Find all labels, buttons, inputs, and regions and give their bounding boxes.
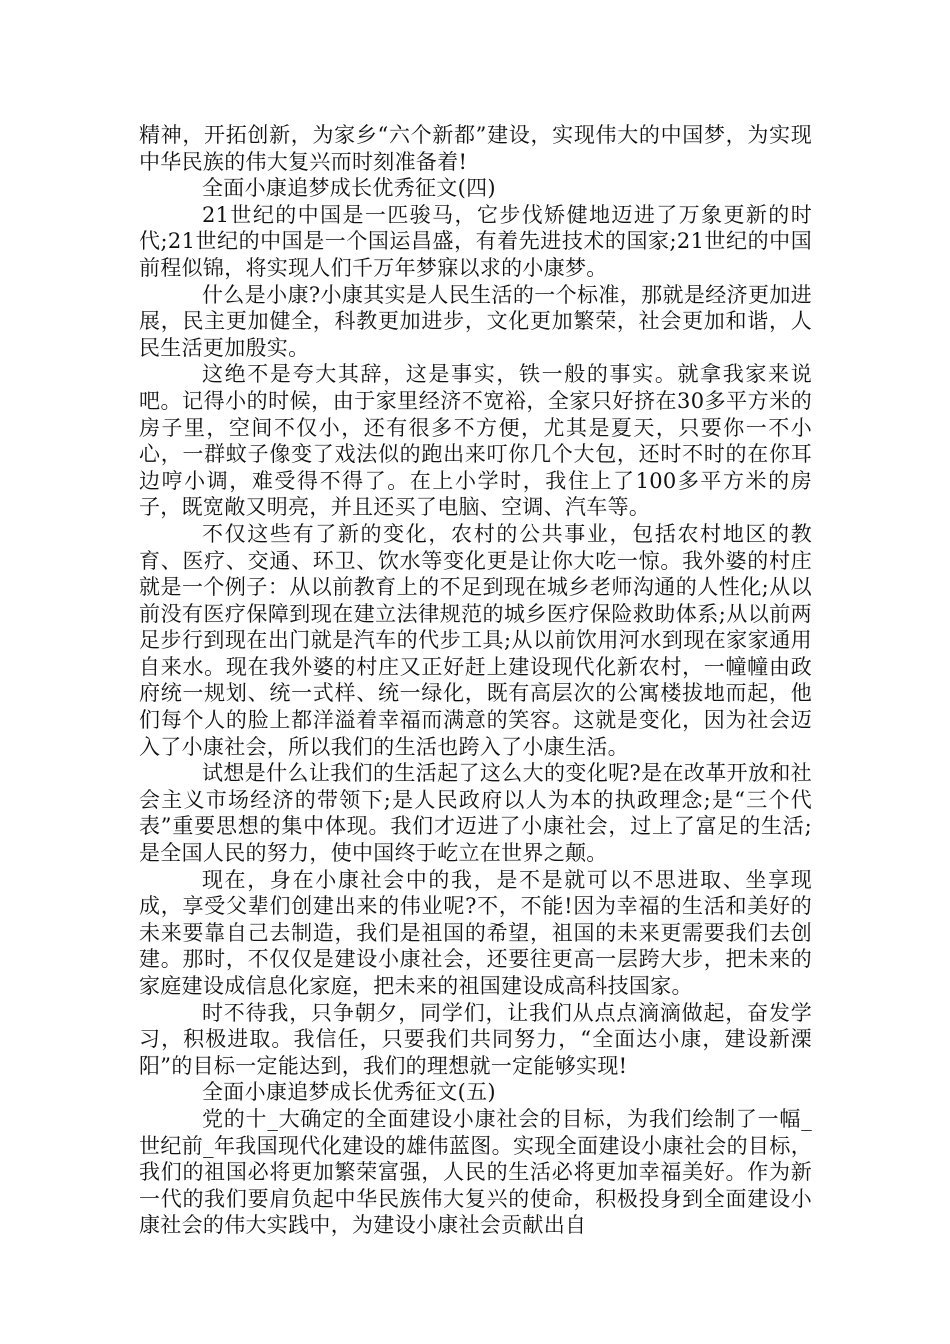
paragraph-2: 21世纪的中国是一匹骏马，它步伐矫健地迈进了万象更新的时代;21世纪的中国是一个国运昌盛，有着先进技术的国家;21世纪的中国前程似锦，将实现人们千万年梦寐以求的小康梦。 — [139, 202, 812, 280]
section-heading-4: 全面小康追梦成长优秀征文(四) — [202, 176, 496, 201]
section-heading-5: 全面小康追梦成长优秀征文(五) — [202, 1080, 496, 1105]
paragraph-7: 现在，身在小康社会中的我，是不是就可以不思进取、坐享现成，享受父辈们创建出来的伟业呢?不，不能!因为幸福的生活和美好的未来要靠自己去制造，我们是祖国的希望，祖国的未来更需要我们去创建。那时，不仅仅是建设小康社会，还要往更高一层跨大步，把未来的家庭建设成信息化家庭，把未来的祖国建设成高科技国家。 — [139, 867, 812, 998]
paragraph-3: 什么是小康?小康其实是人民生活的一个标准，那就是经济更加进展，民主更加健全，科教更加进步，文化更加繁荣，社会更加和谐，人民生活更加殷实。 — [139, 282, 812, 360]
paragraph-4: 这绝不是夸大其辞，这是事实，铁一般的事实。就拿我家来说吧。记得小的时候，由于家里经济不宽裕，全家只好挤在30多平方米的房子里，空间不仅小，还有很多不方便，尤其是夏天，只要你一不小心，一群蚊子像变了戏法似的跑出来叮你几个大包，还时不时的在你耳边哼小调，难受得不得了。在上小学时，我住上了100多平方米的房子，既宽敞又明亮，并且还买了电脑、空调、汽车等。 — [139, 362, 812, 520]
paragraph-9: 党的十_大确定的全面建设小康社会的目标，为我们绘制了一幅_世纪前_年我国现代化建设的雄伟蓝图。实现全面建设小康社会的目标，我们的祖国必将更加繁荣富强，人民的生活必将更加幸福美好。作为新一代的我们要肩负起中华民族伟大复兴的使命，积极投身到全面建设小康社会的伟大实践中，为建设小康社会贡献出自 — [139, 1106, 812, 1238]
paragraph-1: 精神，开拓创新，为家乡“六个新都”建设，实现伟大的中国梦，为实现中华民族的伟大复兴而时刻准备着! — [139, 123, 812, 174]
paragraph-8: 时不待我，只争朝夕，同学们，让我们从点点滴滴做起，奋发学习，积极进取。我信任，只要我们共同努力，“全面达小康，建设新溧阳”的目标一定能达到，我们的理想就一定能够实现! — [139, 1000, 812, 1078]
paragraph-6: 试想是什么让我们的生活起了这么大的变化呢?是在改革开放和社会主义市场经济的带领下;是人民政府以人为本的执政理念;是“三个代表”重要思想的集中体现。我们才迈进了小康社会，过上了富足的生活;是全国人民的努力，使中国终于屹立在世界之颠。 — [139, 761, 812, 866]
paragraph-5: 不仅这些有了新的变化，农村的公共事业，包括农村地区的教育、医疗、交通、环卫、饮水等变化更是让你大吃一惊。我外婆的村庄就是一个例子：从以前教育上的不足到现在城乡老师沟通的人性化;从以前没有医疗保障到现在建立法律规范的城乡医疗保险救助体系;从以前两足步行到现在出门就是汽车的代步工具;从以前饮用河水到现在家家通用自来水。现在我外婆的村庄又正好赶上建设现代化新农村，一幢幢由政府统一规划、统一式样、统一绿化，既有高层次的公寓楼拔地而起，他们每个人的脸上都洋溢着幸福而满意的笑容。这就是变化，因为社会迈入了小康社会，所以我们的生活也跨入了小康生活。 — [139, 521, 812, 759]
